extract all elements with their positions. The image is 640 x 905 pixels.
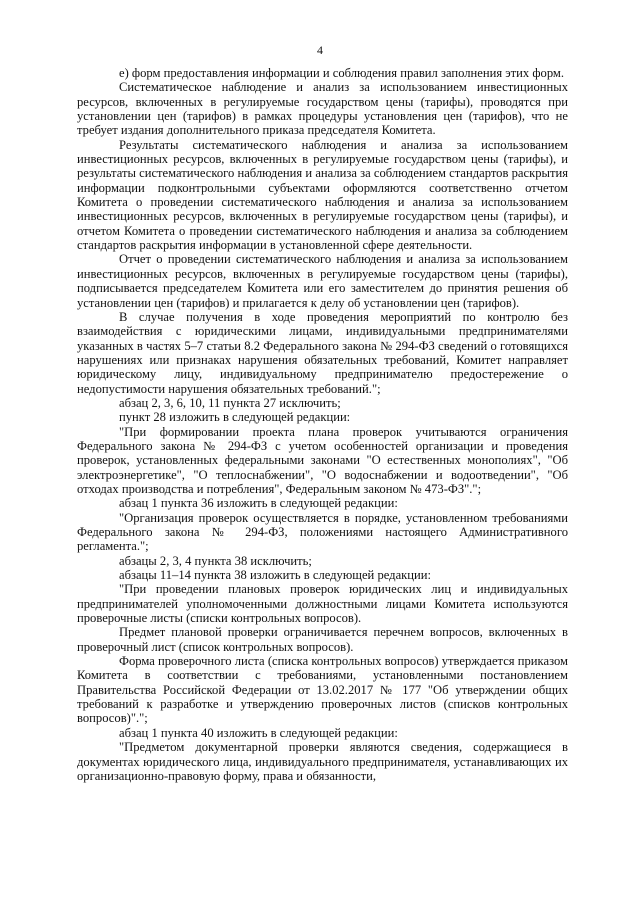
paragraph: В случае получения в ходе проведения мероприятий по контролю без взаимодействия с юридическими лицами, индивидуальными предпринимателями указанных в частях 5–7 статьи 8.2 Федерального закона № 294-ФЗ сведений о готовящихся нарушениях или признаках нарушения обязательных требований, Комитет направляет юридическому лицу, индивидуальному предпринимателю предостережение о недопустимости нарушения обязательных требований.";	[77, 309, 568, 396]
paragraph: Систематическое наблюдение и анализ за использованием инвестиционных ресурсов, включенных в регулируемые государством цены (тарифы), проводятся при установлении цен (тарифов) в рамках процедуры установления цен (тарифов), что не требует издания дополнительного приказа председателя Комитета.	[77, 80, 568, 138]
paragraph: абзац 1 пункта 40 изложить в следующей редакции:	[119, 725, 398, 740]
paragraph: пункт 28 изложить в следующей редакции:	[119, 410, 351, 425]
document-body	[77, 66, 568, 783]
paragraph: абзацы 11–14 пункта 38 изложить в следующей редакции:	[119, 568, 431, 583]
paragraph: "При проведении плановых проверок юридических лиц и индивидуальных предпринимателей уполномоченными должностными лицами Комитета используются проверочные листы (списки контрольных вопросов).	[77, 582, 568, 626]
paragraph: абзац 1 пункта 36 изложить в следующей редакции:	[119, 496, 398, 511]
paragraph: Результаты систематического наблюдения и анализа за использованием инвестиционных ресурсов, включенных в регулируемые государством цены (тарифы), и результаты систематического наблюдения и анализа за соблюдением стандартов раскрытия информации подконтрольными субъектами оформляются соответственно отчетом Комитета о проведении систематического наблюдения и анализа за использованием инвестиционных ресурсов, включенных в регулируемые государством цены (тарифы), и отчетом Комитета о проведении систематического наблюдения и анализа за соблюдением стандартов раскрытия информации в установленной сфере деятельности.	[77, 137, 568, 253]
paragraph: "Организация проверок осуществляется в порядке, установленном требованиями Федерального закона № 294-ФЗ, положениями настоящего Административного регламента.";	[77, 510, 568, 554]
paragraph: Отчет о проведении систематического наблюдения и анализа за использованием инвестиционных ресурсов, включенных в регулируемые государством цены (тарифы), подписывается председателем Комитета или его заместителем до принятия решения об установлении цен (тарифов) и прилагается к делу об установлении цен (тарифов).	[77, 252, 568, 310]
paragraph: Форма проверочного листа (списка контрольных вопросов) утверждается приказом Комитета в соответствии с требованиями, установленными постановлением Правительства Российской Федерации от 13.02.2017 № 177 "Об утверждении общих требований к разработке и утверждению проверочных листов (списков контрольных вопросов)".";	[77, 654, 568, 726]
paragraph: "При формировании проекта плана проверок учитываются ограничения Федерального закона № 294-ФЗ с учетом особенностей организации и проведения проверок, установленных федеральными законами "О естественных монополиях", "Об электроэнергетике", "О теплоснабжении", "О водоснабжении и водоотведении", "Об отходах производства и потребления", Федеральным законом № 473-ФЗ".";	[77, 424, 568, 496]
page-number: 4	[317, 43, 323, 57]
paragraph: Предмет плановой проверки ограничивается перечнем вопросов, включенных в проверочный лист (список контрольных вопросов).	[77, 625, 568, 654]
paragraph: абзац 2, 3, 6, 10, 11 пункта 27 исключить;	[119, 395, 341, 410]
paragraph: "Предметом документарной проверки являются сведения, содержащиеся в документах юридического лица, индивидуального предпринимателя, устанавливающих их организационно-правовую форму, права и обязанности,	[77, 740, 568, 783]
paragraph: е) форм предоставления информации и соблюдения правил заполнения этих форм.	[119, 66, 565, 80]
paragraph: абзацы 2, 3, 4 пункта 38 исключить;	[119, 553, 312, 568]
